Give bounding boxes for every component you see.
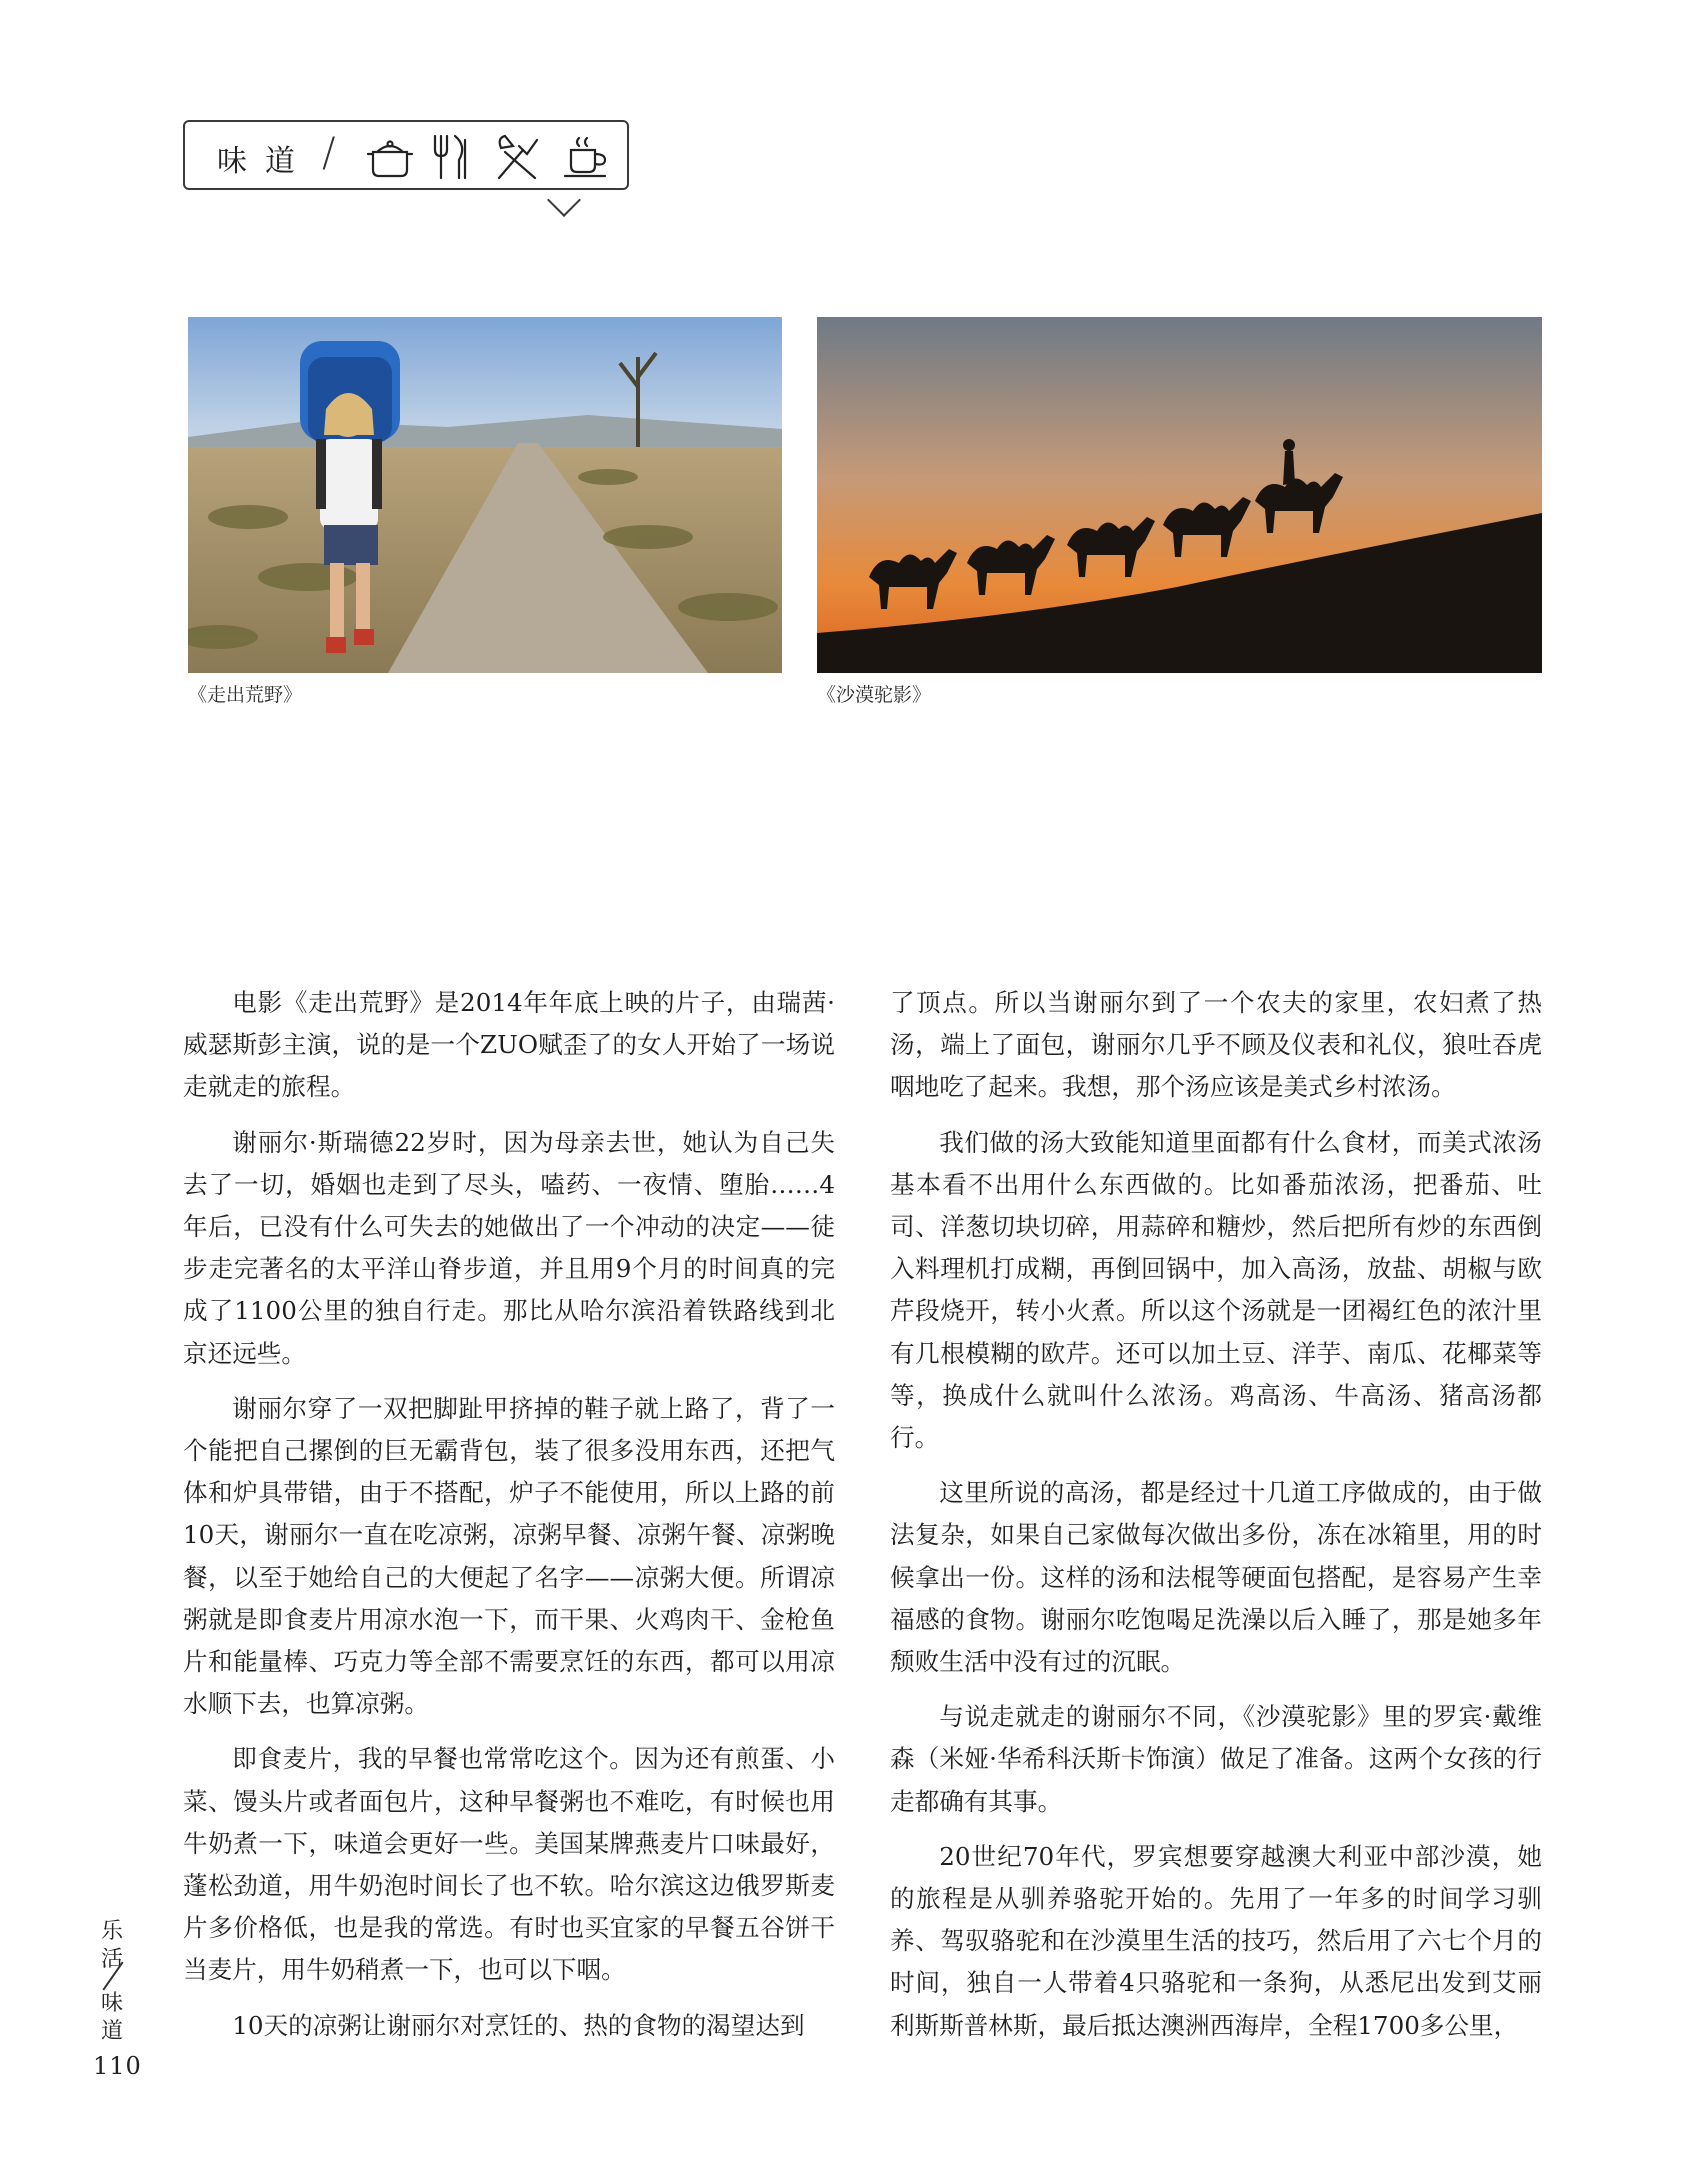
paragraph: 与说走就走的谢丽尔不同，《沙漠驼影》里的罗宾·戴维森（米娅·华希科沃斯卡饰演）做足了准备。这两个女孩的行走都确有其事。 — [890, 1702, 1542, 1816]
page-number: 110 — [93, 2052, 142, 2080]
paragraph: 谢丽尔·斯瑞德22岁时，因为母亲去世，她认为自己失去了一切，婚姻也走到了尽头，嗑药、一夜情、堕胎……4年后，已没有什么可失去的她做出了一个冲动的决定——徒步走完著名的太平洋山脊步道，并且用9个月的时间真的完成了1100公里的独自行走。那比从哈尔滨沿着铁路线到北京还远些。 — [183, 1127, 835, 1368]
utensils-icon — [493, 132, 541, 182]
article-left-column — [183, 982, 835, 2060]
paragraph: 我们做的汤大致能知道里面都有什么食材，而美式浓汤基本看不出用什么东西做的。比如番茄浓汤，把番茄、吐司、洋葱切块切碎，用蒜碎和糖炒，然后把所有炒的东西倒入料理机打成糊，再倒回锅中，加入高汤，放盐、胡椒与欧芹段烧开，转小火煮。所以这个汤就是一团褐红色的浓汁里有几根模糊的欧芹。还可以加土豆、洋芋、南瓜、花椰菜等等，换成什么就叫什么浓汤。鸡高汤、牛高汤、猪高汤都行。 — [890, 1127, 1542, 1453]
header-separator: / — [322, 130, 336, 176]
camel-caravan-sunset-photo — [817, 317, 1542, 673]
fork-knife-icon — [429, 132, 473, 182]
paragraph: 电影《走出荒野》是2014年年底上映的片子，由瑞茜·威瑟斯彭主演，说的是一个ZUO赋歪了的女人开始了一场说走就走的旅程。 — [183, 988, 835, 1102]
folio-section-bottom: 味 道 — [100, 1991, 123, 2044]
hiker-on-desert-road-photo — [188, 317, 782, 673]
header-icon-row — [365, 132, 625, 182]
folio-section-label — [98, 1918, 126, 1974]
folio-section-top: 乐 活 — [100, 1919, 123, 1972]
paragraph: 20世纪70年代，罗宾想要穿越澳大利亚中部沙漠，她的旅程是从驯养骆驼开始的。先用了一年多的时间学习驯养、驾驭骆驼和在沙漠里生活的技巧，然后用了六七个月的时间，独自一人带着4只骆驼和一条狗，从悉尼出发到艾丽利斯斯普林斯，最后抵达澳洲西海岸，全程1700多公里， — [890, 1841, 1542, 2040]
section-title: 味道 — [217, 144, 313, 179]
coffee-cup-icon — [561, 132, 611, 182]
article-right-column — [890, 982, 1542, 2060]
paragraph: 即食麦片，我的早餐也常常吃这个。因为还有煎蛋、小菜、馒头片或者面包片，这种早餐粥也不难吃，有时候也用牛奶煮一下，味道会更好一些。美国某牌燕麦片口味最好，蓬松劲道，用牛奶泡时间长了也不软。哈尔滨这边俄罗斯麦片多价格低，也是我的常选。有时也买宜家的早餐五谷饼干当麦片，用牛奶稍煮一下，也可以下咽。 — [183, 1744, 835, 1985]
paragraph: 谢丽尔穿了一双把脚趾甲挤掉的鞋子就上路了，背了一个能把自己摞倒的巨无霸背包，装了很多没用东西，还把气体和炉具带错，由于不搭配，炉子不能使用，所以上路的前10天，谢丽尔一直在吃凉粥，凉粥早餐、凉粥午餐、凉粥晚餐，以至于她给自己的大便起了名字——凉粥大便。所谓凉粥就是即食麦片用凉水泡一下，而干果、火鸡肉干、金枪鱼片和能量棒、巧克力等全部不需要烹饪的东西，都可以用凉水顺下去，也算凉粥。 — [183, 1393, 835, 1719]
right-photo-caption: 《沙漠驼影》 — [817, 684, 932, 706]
paragraph-continuation: 了顶点。所以当谢丽尔到了一个农夫的家里，农妇煮了热汤，端上了面包，谢丽尔几乎不顾及仪表和礼仪，狼吐吞虎咽地吃了起来。我想，那个汤应该是美式乡村浓汤。 — [890, 988, 1542, 1102]
left-photo-caption: 《走出荒野》 — [188, 684, 303, 706]
section-header-tab — [183, 120, 629, 190]
pot-icon — [365, 132, 415, 182]
paragraph: 这里所说的高汤，都是经过十几道工序做成的，由于做法复杂，如果自己家做每次做出多份，冻在冰箱里，用的时候拿出一份。这样的汤和法棍等硬面包搭配，是容易产生幸福感的食物。谢丽尔吃饱喝足洗澡以后入睡了，那是她多年颓败生活中没有过的沉眠。 — [890, 1478, 1542, 1677]
folio-section-label-bottom — [98, 1990, 126, 2046]
paragraph: 10天的凉粥让谢丽尔对烹饪的、热的食物的渴望达到 — [232, 2010, 805, 2040]
